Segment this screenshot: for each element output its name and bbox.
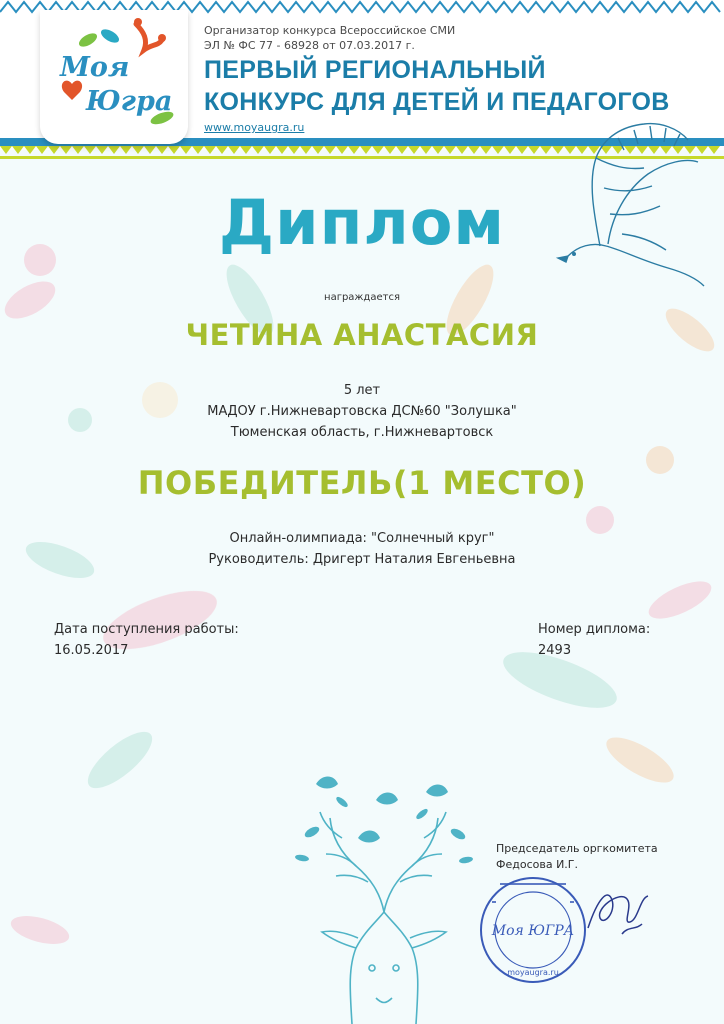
date-label: Дата поступления работы:: [54, 622, 239, 637]
recipient-age: 5 лет: [343, 383, 381, 398]
recipient-institution: МАДОУ г.Нижневартовска ДС№60 "Золушка": [207, 404, 517, 419]
recipient-region: Тюменская область, г.Нижневартовск: [230, 425, 494, 440]
signature: [578, 878, 658, 948]
diploma-title: Диплом: [218, 186, 506, 259]
diploma-number-value: 2493: [538, 643, 572, 658]
awarded-label: награждается: [324, 292, 400, 303]
logo-text-line2: Югра: [86, 86, 173, 117]
award-result: ПОБЕДИТЕЛЬ(1 МЕСТО): [137, 464, 587, 502]
chair-title: Председатель оргкомитета: [496, 842, 658, 855]
diploma-number-label: Номер диплома:: [538, 622, 651, 637]
organizer-info: [204, 23, 455, 53]
organizer-line: Организатор конкурса Всероссийское СМИ: [204, 24, 456, 37]
chair-block: [496, 841, 658, 873]
olympiad-name: Онлайн-олимпиада: "Солнечный круг": [229, 531, 495, 546]
chair-name: Федосова И.Г.: [496, 858, 579, 871]
supervisor-name: Руководитель: Дригерт Наталия Евгеньевна: [208, 552, 516, 567]
deer-illustration: [272, 762, 492, 1024]
logo-text-line1: Моя: [60, 52, 130, 83]
date-value: 16.05.2017: [54, 643, 129, 658]
recipient-name: ЧЕТИНА АНАСТАСИЯ: [185, 318, 539, 352]
stamp-bottom-text: moyaugra.ru: [507, 968, 559, 977]
stamp-center-text: Моя ЮГРА: [491, 923, 575, 939]
contest-title-line1: ПЕРВЫЙ РЕГИОНАЛЬНЫЙ: [204, 56, 546, 84]
organization-stamp: [478, 875, 588, 985]
contest-title-line2: КОНКУРС ДЛЯ ДЕТЕЙ И ПЕДАГОГОВ: [204, 88, 670, 116]
contest-title: [204, 54, 670, 118]
site-link[interactable]: www.moyaugra.ru: [204, 121, 305, 134]
logo: [40, 10, 188, 144]
recipient-details: [0, 380, 724, 443]
contest-info: [0, 528, 724, 570]
registration-line: ЭЛ № ФС 77 - 68928 от 07.03.2017 г.: [204, 39, 415, 52]
